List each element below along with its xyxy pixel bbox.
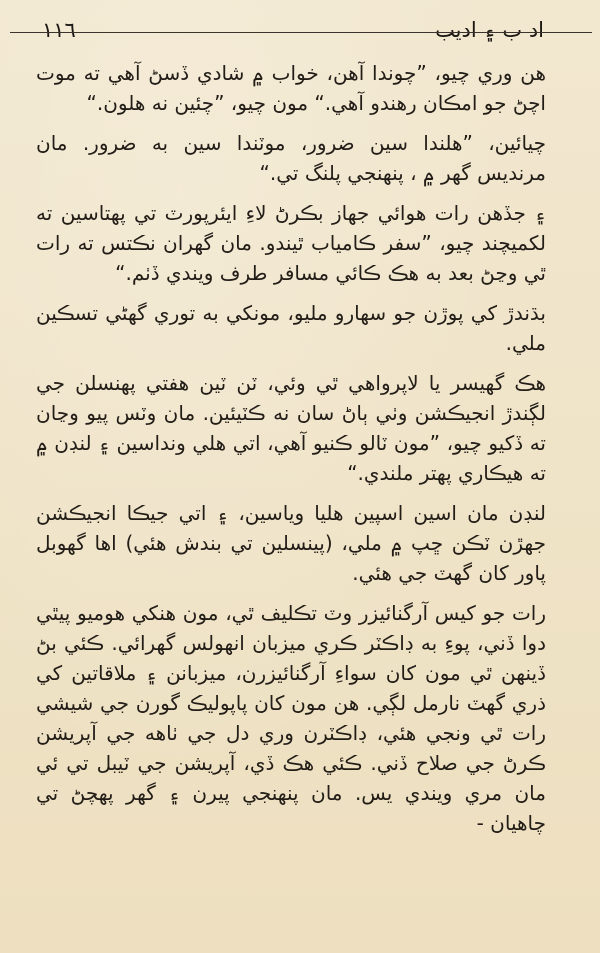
page-content [36, 58, 546, 842]
paragraph: هن وري چيو، ”چوندا آهن، خواب ۾ شادي ڏسڻ آهي ته موت اچڻ جو امڪان رهندو آهي.“ مون چيو، ”چئين نه هلون.“ [36, 61, 546, 115]
running-title: اد ب ۽ اديب [435, 18, 544, 42]
paragraph: لنڊن مان اسين اسپين هليا وياسين، ۽ اتي جيڪا انجيڪشن جهڙن ٽڪن ڇپ ۾ ملي، (پينسلين تي بندش هئي) اها گهوبل پاور کان گهٽ جي هئي. [36, 501, 546, 585]
header-rule [10, 32, 592, 33]
paragraph: رات جو کيس آرگنائيزر وٽ تڪليف ٿي، مون هنکي هوميو پيٿي دوا ڏني، پوءِ به ڊاڪٽر ڪري ميزبان انهولس گهرائي. ڪئي بڻ ڏينهن ٿي مون کان سواءِ آرگنائيزرن، ميزبانن ۽ ملاقاتين کي ذري گهٽ نارمل لڳي. هن مون کان پاپوليڪ گورن جي شيشي رات ٿي ونجي هئي، ڊاڪٽرن وري دل جي ٺاهه جي آپريشن ڪرڻ جي صلاح ڏني. ڪئي هڪ ڏي، آپريشن جي ٽيبل تي ئي مان مري ويندي يس. مان پنهنجي پيرن ۽ گهر پهچڻ تي چاهيان - [36, 601, 546, 835]
paragraph: هڪ گهيسر يا لاپرواهي ٿي وئي، ٽن ٽين هفتي پهنسلن جي لڳندڙ انجيڪشن وٺي ٻاڻ سان نه ڪٽيئين. مان وٽس پيو وڃان ته ڏکيو چيو، ”مون ٽالو ڪنيو آهي، اتي هلي ونداسين ۽ لنڊن ۾ ته هيڪاري پهتر ملندي.“ [36, 371, 546, 485]
paragraph: ۽ جڏهن رات هوائي جهاز بڪرڻ لاءِ ايئرپورٽ تي پهتاسين ته لکميچند چيو، ”سفر ڪامياب ٿيندو. مان گهران نڪتس ته رات ٿي وڃڻ بعد به هڪ ڪائي مسافر طرف ويندي ڏٺم.“ [36, 201, 546, 285]
paragraph: بڌندڙ کي پوڙن جو سهارو مليو، مونکي به توري گهڻي تسڪين ملي. [36, 301, 546, 355]
page-number: ١١٦ [42, 18, 76, 42]
paragraph: چيائين، ”هلندا سين ضرور، موٽندا سين به ضرور. مان مرنديس گهر ۾ ، پنهنجي پلنگ تي.“ [36, 131, 546, 185]
